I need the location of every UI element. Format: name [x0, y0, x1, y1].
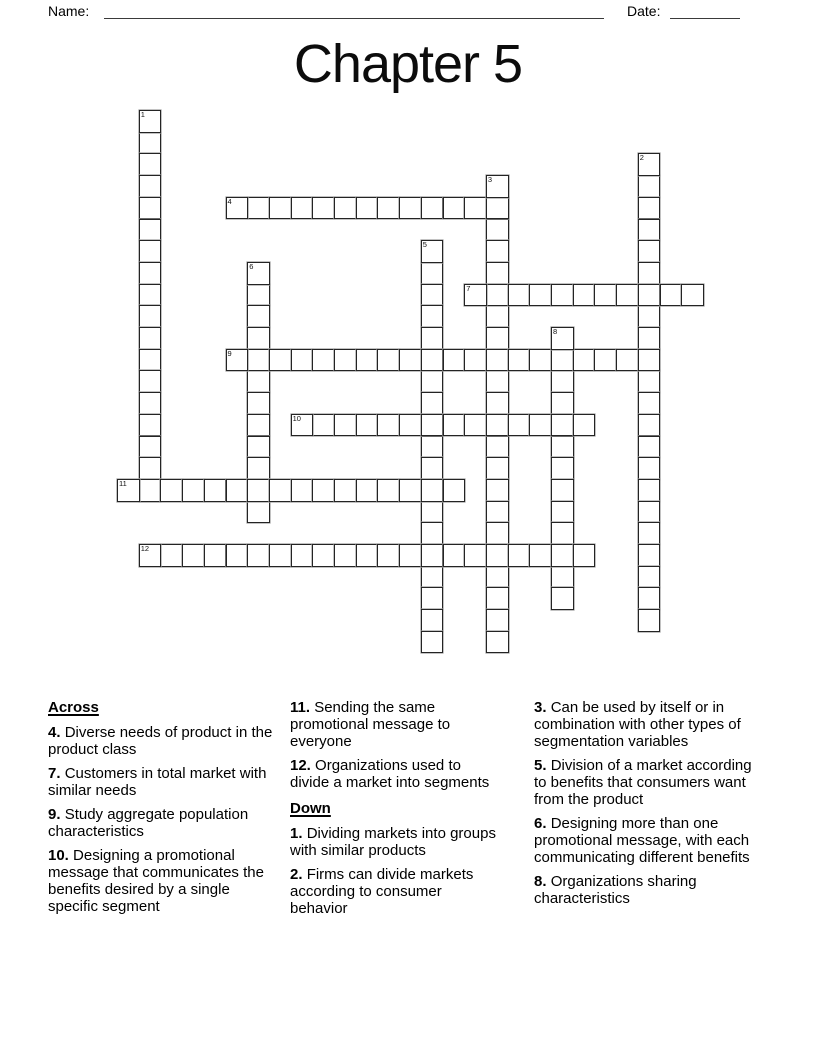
cell-number: 7 [466, 283, 471, 293]
grid-cell[interactable] [551, 522, 574, 545]
grid-cell[interactable] [508, 349, 531, 372]
grid-cell[interactable] [421, 349, 444, 372]
grid-cell[interactable] [334, 544, 357, 567]
grid-cell[interactable] [139, 370, 162, 393]
grid-cell[interactable] [551, 284, 574, 307]
clue-number: 11. [290, 699, 311, 716]
grid-cell[interactable] [377, 479, 400, 502]
grid-cell[interactable] [421, 457, 444, 480]
grid-cell[interactable] [117, 479, 140, 502]
cell-number: 2 [639, 153, 644, 163]
grid-cell[interactable] [464, 284, 487, 307]
grid-cell[interactable] [139, 197, 162, 220]
cell-number: 5 [422, 240, 427, 250]
grid-cell[interactable] [399, 197, 422, 220]
grid-cell[interactable] [269, 479, 292, 502]
grid-cell[interactable] [486, 327, 509, 350]
grid-cell[interactable] [486, 305, 509, 328]
clue-down-2 [290, 866, 502, 917]
grid-cell[interactable] [291, 414, 314, 437]
page-title: Chapter 5 [293, 34, 523, 94]
grid-cell[interactable] [529, 349, 552, 372]
across-heading: Across [48, 699, 99, 716]
grid-cell[interactable] [160, 479, 183, 502]
grid-cell[interactable] [486, 587, 509, 610]
grid-cell[interactable] [291, 479, 314, 502]
clue-text: Designing a promotional message that communicates the benefits desired by a single specific segment [48, 847, 264, 915]
grid-cell[interactable] [421, 609, 444, 632]
clue-down-1 [290, 825, 502, 859]
grid-cell[interactable] [139, 175, 162, 198]
clue-text: Study aggregate population characteristics [48, 806, 249, 840]
clue-number: 5. [534, 757, 547, 774]
grid-cell[interactable] [573, 284, 596, 307]
grid-cell[interactable] [312, 479, 335, 502]
grid-cell[interactable] [421, 240, 444, 263]
grid-cell[interactable] [421, 284, 444, 307]
grid-cell[interactable] [486, 544, 509, 567]
crossword-grid [117, 110, 704, 653]
cell-number: 8 [553, 327, 558, 336]
grid-cell[interactable] [638, 609, 661, 632]
grid-cell[interactable] [486, 501, 509, 524]
clue-number: 1. [290, 825, 303, 842]
grid-cell[interactable] [421, 479, 444, 502]
clue-number: 12. [290, 757, 311, 774]
grid-cell[interactable] [551, 544, 574, 567]
grid-cell[interactable] [638, 479, 661, 502]
grid-cell[interactable] [638, 544, 661, 567]
grid-cell[interactable] [139, 457, 162, 480]
clue-across-7 [48, 765, 274, 799]
grid-cell[interactable] [594, 349, 617, 372]
grid-cell[interactable] [638, 153, 661, 176]
grid-cell[interactable] [638, 501, 661, 524]
grid-cell[interactable] [247, 392, 270, 415]
grid-cell[interactable] [638, 370, 661, 393]
cell-number: 12 [140, 544, 150, 553]
grid-cell[interactable] [486, 262, 509, 285]
clue-across-12 [290, 757, 502, 791]
grid-cell[interactable] [486, 457, 509, 480]
grid-cell[interactable] [291, 197, 314, 220]
grid-cell[interactable] [638, 240, 661, 263]
grid-cell[interactable] [421, 587, 444, 610]
grid-cell[interactable] [529, 544, 552, 567]
grid-cell[interactable] [226, 349, 249, 372]
grid-cell[interactable] [160, 544, 183, 567]
grid-cell[interactable] [247, 284, 270, 307]
grid-cell[interactable] [486, 522, 509, 545]
grid-cell[interactable] [464, 544, 487, 567]
grid-cell[interactable] [616, 284, 639, 307]
grid-cell[interactable] [247, 349, 270, 372]
clue-across-4 [48, 724, 274, 758]
grid-cell[interactable] [638, 197, 661, 220]
grid-cell[interactable] [464, 414, 487, 437]
grid-cell[interactable] [139, 240, 162, 263]
grid-cell[interactable] [312, 197, 335, 220]
clue-text: Organizations used to divide a market into segments [290, 757, 490, 791]
grid-cell[interactable] [486, 284, 509, 307]
grid-cell[interactable] [399, 479, 422, 502]
grid-cell[interactable] [421, 414, 444, 437]
grid-cell[interactable] [139, 349, 162, 372]
grid-cell[interactable] [421, 370, 444, 393]
grid-cell[interactable] [291, 544, 314, 567]
cell-number: 9 [227, 348, 232, 358]
grid-cell[interactable] [551, 370, 574, 393]
clue-number: 7. [48, 765, 61, 782]
grid-cell[interactable] [377, 197, 400, 220]
grid-cell[interactable] [421, 392, 444, 415]
grid-cell[interactable] [269, 197, 292, 220]
grid-cell[interactable] [638, 262, 661, 285]
clue-text: Organizations sharing characteristics [534, 873, 697, 907]
grid-cell[interactable] [638, 175, 661, 198]
grid-cell[interactable] [247, 457, 270, 480]
grid-cell[interactable] [247, 262, 270, 285]
grid-cell[interactable] [139, 284, 162, 307]
grid-cell[interactable] [269, 544, 292, 567]
clue-across-9 [48, 806, 274, 840]
grid-cell[interactable] [356, 544, 379, 567]
grid-cell[interactable] [312, 349, 335, 372]
grid-cell[interactable] [638, 414, 661, 437]
grid-cell[interactable] [486, 609, 509, 632]
grid-cell[interactable] [638, 522, 661, 545]
name-blank-line[interactable] [104, 3, 604, 19]
grid-cell[interactable] [551, 479, 574, 502]
grid-cell[interactable] [226, 544, 249, 567]
grid-cell[interactable] [356, 349, 379, 372]
grid-cell[interactable] [247, 414, 270, 437]
grid-cell[interactable] [226, 197, 249, 220]
grid-cell[interactable] [421, 327, 444, 350]
grid-cell[interactable] [334, 197, 357, 220]
grid-cell[interactable] [573, 349, 596, 372]
grid-cell[interactable] [486, 392, 509, 415]
grid-cell[interactable] [681, 284, 704, 307]
grid-cell[interactable] [486, 436, 509, 459]
clue-down-3 [534, 699, 752, 750]
grid-cell[interactable] [529, 284, 552, 307]
grid-cell[interactable] [486, 240, 509, 263]
grid-cell[interactable] [594, 284, 617, 307]
grid-cell[interactable] [377, 544, 400, 567]
clue-text: Diverse needs of product in the product class [48, 724, 273, 758]
grid-cell[interactable] [399, 544, 422, 567]
grid-cell[interactable] [443, 414, 466, 437]
grid-cell[interactable] [551, 587, 574, 610]
grid-cell[interactable] [486, 197, 509, 220]
grid-cell[interactable] [247, 197, 270, 220]
grid-cell[interactable] [421, 197, 444, 220]
grid-cell[interactable] [443, 479, 466, 502]
grid-cell[interactable] [399, 349, 422, 372]
grid-cell[interactable] [573, 544, 596, 567]
cell-number: 6 [249, 261, 254, 271]
grid-cell[interactable] [312, 414, 335, 437]
grid-cell[interactable] [421, 631, 444, 654]
clues-column-1 [48, 699, 274, 922]
grid-cell[interactable] [638, 349, 661, 372]
grid-cell[interactable] [334, 414, 357, 437]
grid-cell[interactable] [377, 414, 400, 437]
clue-number: 10. [48, 847, 69, 864]
grid-cell[interactable] [247, 327, 270, 350]
grid-cell[interactable] [139, 436, 162, 459]
grid-cell[interactable] [421, 566, 444, 589]
grid-cell[interactable] [638, 284, 661, 307]
grid-cell[interactable] [204, 544, 227, 567]
grid-cell[interactable] [421, 544, 444, 567]
clue-text: Division of a market according to benefits that consumers want from the product [534, 757, 752, 808]
grid-cell[interactable] [486, 479, 509, 502]
clues-column-2 [290, 699, 502, 924]
clue-number: 4. [48, 724, 61, 741]
clues-column-3 [534, 699, 752, 914]
grid-cell[interactable] [486, 414, 509, 437]
cell-number: 4 [227, 196, 232, 206]
grid-cell[interactable] [638, 436, 661, 459]
grid-cell[interactable] [377, 349, 400, 372]
grid-cell[interactable] [356, 197, 379, 220]
clue-text: Dividing markets into groups with similar products [290, 825, 496, 859]
name-label: Name: [48, 3, 90, 19]
grid-cell[interactable] [269, 349, 292, 372]
clue-number: 6. [534, 815, 547, 832]
grid-cell[interactable] [139, 544, 162, 567]
grid-cell[interactable] [139, 392, 162, 415]
grid-cell[interactable] [421, 305, 444, 328]
grid-cell[interactable] [399, 414, 422, 437]
grid-cell[interactable] [421, 262, 444, 285]
grid-cell[interactable] [638, 219, 661, 242]
grid-cell[interactable] [247, 544, 270, 567]
grid-cell[interactable] [247, 305, 270, 328]
clue-down-5 [534, 757, 752, 808]
grid-cell[interactable] [443, 197, 466, 220]
grid-cell[interactable] [508, 544, 531, 567]
grid-cell[interactable] [356, 414, 379, 437]
grid-cell[interactable] [464, 197, 487, 220]
grid-cell[interactable] [486, 631, 509, 654]
grid-cell[interactable] [139, 479, 162, 502]
grid-cell[interactable] [508, 414, 531, 437]
clue-text: Customers in total market with similar needs [48, 765, 267, 799]
clue-number: 8. [534, 873, 547, 890]
clue-text: Designing more than one promotional message, with each communicating different benefits [534, 815, 750, 866]
down-heading: Down [290, 800, 331, 817]
grid-cell[interactable] [486, 349, 509, 372]
grid-cell[interactable] [421, 436, 444, 459]
grid-cell[interactable] [486, 566, 509, 589]
grid-cell[interactable] [638, 305, 661, 328]
grid-cell[interactable] [551, 457, 574, 480]
clue-number: 3. [534, 699, 547, 716]
clue-down-8 [534, 873, 752, 907]
grid-cell[interactable] [551, 349, 574, 372]
grid-cell[interactable] [139, 414, 162, 437]
clue-number: 2. [290, 866, 303, 883]
clue-number: 9. [48, 806, 61, 823]
grid-cell[interactable] [291, 349, 314, 372]
grid-cell[interactable] [139, 262, 162, 285]
grid-cell[interactable] [551, 414, 574, 437]
grid-cell[interactable] [139, 110, 162, 133]
clue-down-6 [534, 815, 752, 866]
grid-cell[interactable] [182, 544, 205, 567]
grid-cell[interactable] [443, 544, 466, 567]
grid-cell[interactable] [638, 392, 661, 415]
grid-cell[interactable] [638, 587, 661, 610]
grid-cell[interactable] [247, 370, 270, 393]
grid-cell[interactable] [529, 414, 552, 437]
date-label: Date: [627, 3, 661, 19]
grid-cell[interactable] [226, 479, 249, 502]
grid-cell[interactable] [139, 327, 162, 350]
grid-cell[interactable] [638, 566, 661, 589]
grid-cell[interactable] [638, 327, 661, 350]
grid-cell[interactable] [139, 305, 162, 328]
grid-cell[interactable] [247, 479, 270, 502]
grid-cell[interactable] [247, 501, 270, 524]
grid-cell[interactable] [551, 392, 574, 415]
grid-cell[interactable] [356, 479, 379, 502]
grid-cell[interactable] [139, 153, 162, 176]
grid-cell[interactable] [551, 327, 574, 350]
date-blank-line[interactable] [670, 3, 740, 19]
grid-cell[interactable] [247, 436, 270, 459]
grid-cell[interactable] [464, 349, 487, 372]
grid-cell[interactable] [312, 544, 335, 567]
clue-text: Can be used by itself or in combination with other types of segmentation variables [534, 699, 741, 750]
grid-cell[interactable] [182, 479, 205, 502]
clue-across-11 [290, 699, 502, 750]
grid-cell[interactable] [551, 566, 574, 589]
grid-cell[interactable] [573, 414, 596, 437]
grid-cell[interactable] [551, 436, 574, 459]
grid-cell[interactable] [616, 349, 639, 372]
cell-number: 11 [119, 478, 127, 488]
grid-cell[interactable] [139, 219, 162, 242]
grid-cell[interactable] [334, 479, 357, 502]
clue-across-10 [48, 847, 274, 915]
grid-cell[interactable] [421, 501, 444, 524]
grid-cell[interactable] [638, 457, 661, 480]
cell-number: 10 [292, 413, 301, 423]
grid-cell[interactable] [486, 219, 509, 242]
grid-cell[interactable] [204, 479, 227, 502]
grid-cell[interactable] [508, 284, 531, 307]
grid-cell[interactable] [334, 349, 357, 372]
grid-cell[interactable] [551, 501, 574, 524]
cell-number: 3 [487, 175, 493, 185]
grid-cell[interactable] [139, 132, 162, 155]
grid-cell[interactable] [486, 175, 509, 198]
clue-text: Sending the same promotional message to everyone [290, 699, 451, 750]
grid-cell[interactable] [443, 349, 466, 372]
clue-text: Firms can divide markets according to consumer behavior [290, 866, 474, 917]
cell-number: 1 [140, 110, 145, 119]
grid-cell[interactable] [421, 522, 444, 545]
grid-cell[interactable] [486, 370, 509, 393]
grid-cell[interactable] [660, 284, 683, 307]
